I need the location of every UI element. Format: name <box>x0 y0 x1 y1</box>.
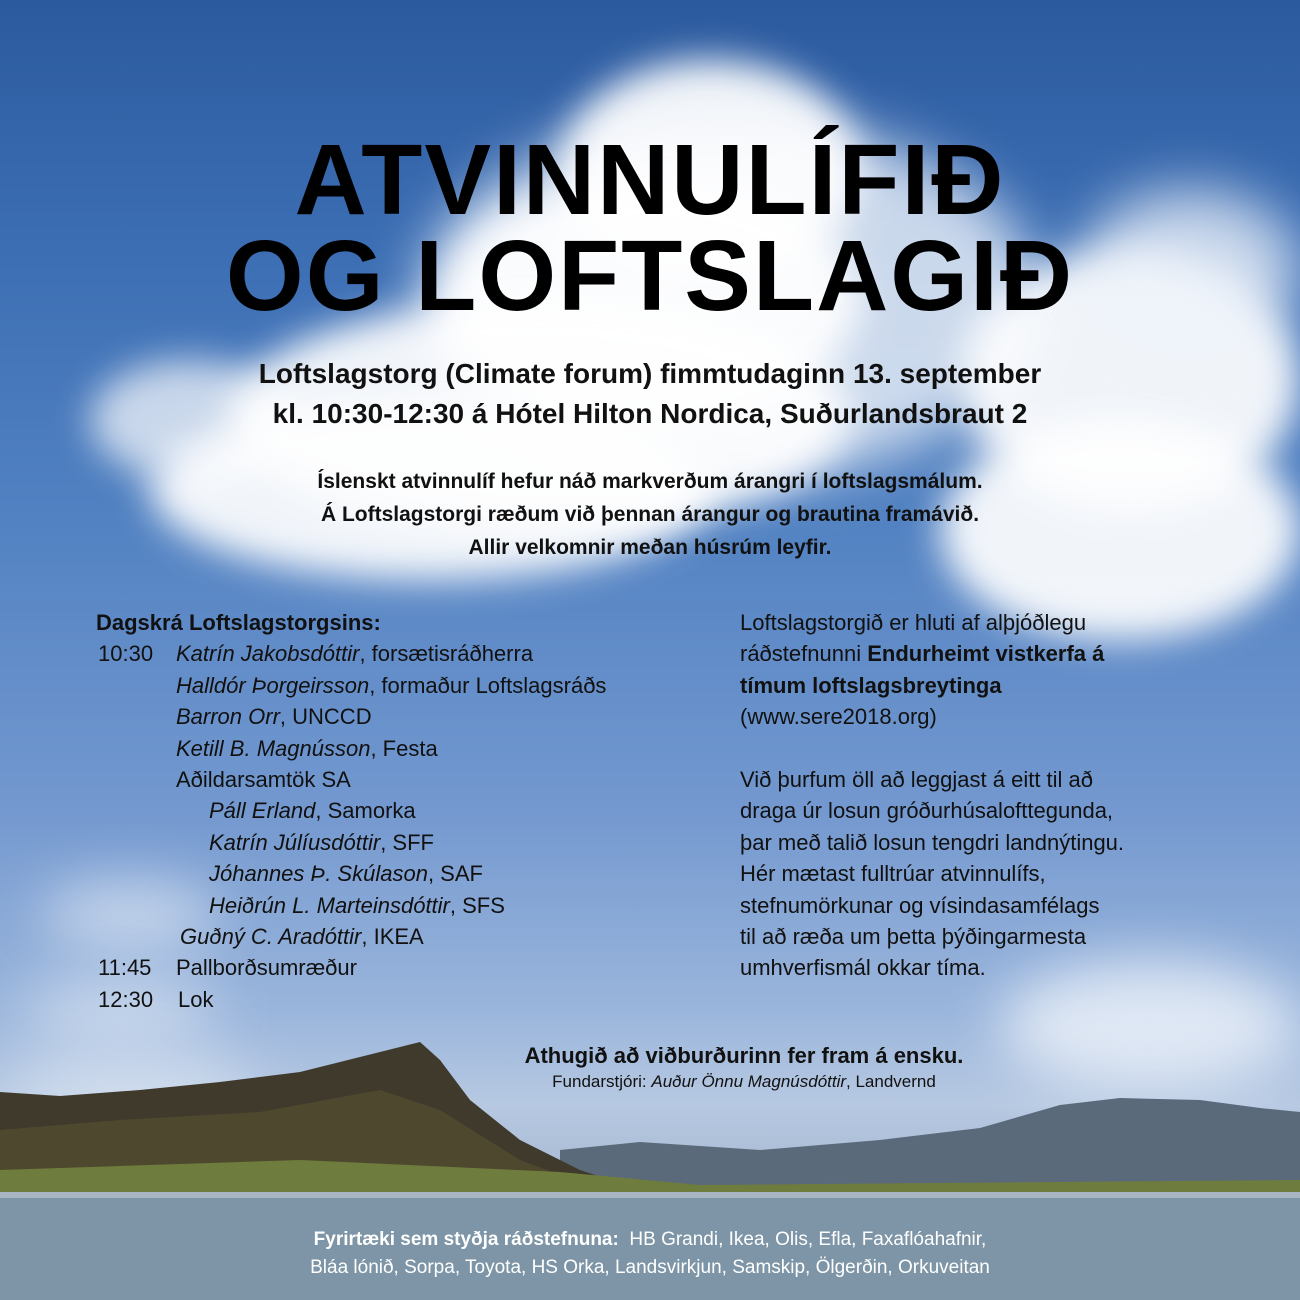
speaker-name: Heiðrún L. Marteinsdóttir <box>209 892 450 918</box>
agenda-row <box>96 701 716 732</box>
speaker-role: , SFS <box>449 892 505 918</box>
agenda-row <box>96 795 716 826</box>
chair-line: Fundarstjóri: Auður Önnu Magnúsdóttir, Landvernd <box>552 1072 936 1091</box>
speaker-role: , SFF <box>380 829 434 855</box>
agenda-row <box>96 952 716 983</box>
description-line: stefnumörkunar og vísindasamfélags <box>740 892 1100 918</box>
agenda-subheading: Aðildarsamtök SA <box>176 766 351 792</box>
speaker-role: , Samorka <box>315 798 416 824</box>
description-line: til að ræða um þetta þýðingarmesta <box>740 924 1087 950</box>
speaker-role: , Festa <box>370 735 438 761</box>
description-line <box>740 670 1260 701</box>
sponsors-line-2: Bláa lónið, Sorpa, Toyota, HS Orka, Landsvirkjun, Samskip, Ölgerðin, Orkuveitan <box>310 1257 990 1278</box>
speaker-name: Katrín Jakobsdóttir <box>176 641 360 667</box>
conference-name: Endurheimt vistkerfa á <box>867 641 1105 667</box>
agenda-item: Pallborðsumræður <box>176 955 357 981</box>
title-line-1: ATVINNULÍFIÐ <box>294 124 1006 236</box>
intro-line-1: Íslenskt atvinnulíf hefur náð markverðum árangri í loftslagsmálum. <box>317 470 983 493</box>
agenda-row <box>96 827 716 858</box>
speaker-name: Jóhannes Þ. Skúlason <box>209 861 428 887</box>
language-note: Athugið að viðburðurinn fer fram á ensku. <box>524 1043 964 1068</box>
far-mountains <box>560 1098 1300 1190</box>
speaker-role: , formaður Loftslagsráðs <box>369 672 607 698</box>
agenda-heading: Dagskrá Loftslagstorgsins: <box>96 610 381 635</box>
agenda-time: 11:45 <box>98 955 152 981</box>
intro-line-3: Allir velkomnir meðan húsrúm leyfir. <box>468 536 832 559</box>
speaker-role: , forsætisráðherra <box>359 641 534 667</box>
speaker-name: Katrín Júlíusdóttir <box>209 829 381 855</box>
speaker-name: Halldór Þorgeirsson <box>176 672 370 698</box>
speaker-role: , UNCCD <box>279 704 372 730</box>
description-line: Loftslagstorgið er hluti af alþjóðlegu <box>740 610 1087 635</box>
chair-name: Auður Önnu Magnúsdóttir <box>651 1072 847 1091</box>
speaker-name: Ketill B. Magnússon <box>176 735 371 761</box>
agenda-row <box>96 764 716 795</box>
agenda-row <box>96 733 716 764</box>
agenda-row <box>96 890 716 921</box>
agenda-time: 10:30 <box>98 641 154 667</box>
agenda-item: Lok <box>178 986 214 1012</box>
description-column <box>740 607 1260 984</box>
description-line: Við þurfum öll að leggjast á eitt til að <box>740 767 1094 793</box>
sponsors-line-1: Fyrirtæki sem styðja ráðstefnuna: HB Grandi, Ikea, Olis, Efla, Faxaflóahafnir, <box>313 1229 987 1250</box>
speaker-role: , SAF <box>427 861 483 887</box>
speaker-name: Páll Erland <box>209 798 316 824</box>
agenda-row <box>96 670 716 701</box>
description-line: umhverfismál okkar tíma. <box>740 955 986 981</box>
agenda-time: 12:30 <box>98 986 154 1012</box>
description-line: þar með talið losun tengdri landnýtingu. <box>740 829 1125 855</box>
speaker-role: , IKEA <box>361 923 424 949</box>
conference-name: tímum loftslagsbreytinga <box>740 672 1002 698</box>
agenda-row <box>96 984 716 1015</box>
agenda <box>96 607 716 1015</box>
description-line: draga úr losun gróðurhúsalofttegunda, <box>740 798 1114 824</box>
title-line-2: OG LOFTSLAGIÐ <box>225 220 1075 332</box>
description-line: ráðstefnunni Endurheimt vistkerfa á <box>740 641 1105 667</box>
agenda-row <box>96 921 716 952</box>
sponsors <box>0 1226 1300 1282</box>
intro-line-2: Á Loftslagstorgi ræðum við þennan árangur og brautina framávið. <box>320 503 980 526</box>
speaker-name: Guðný C. Aradóttir <box>180 923 362 949</box>
agenda-row <box>96 638 716 669</box>
subtitle-date: Loftslagstorg (Climate forum) fimmtudaginn 13. september <box>258 358 1042 389</box>
conference-url: (www.sere2018.org) <box>740 704 937 730</box>
agenda-row <box>96 858 716 889</box>
description-line: Hér mætast fulltrúar atvinnulífs, <box>740 861 1046 887</box>
sponsors-label: Fyrirtæki sem styðja ráðstefnuna: <box>313 1229 619 1250</box>
subtitle-venue: kl. 10:30-12:30 á Hótel Hilton Nordica, Suðurlandsbraut 2 <box>272 398 1028 429</box>
speaker-name: Barron Orr <box>176 704 280 730</box>
